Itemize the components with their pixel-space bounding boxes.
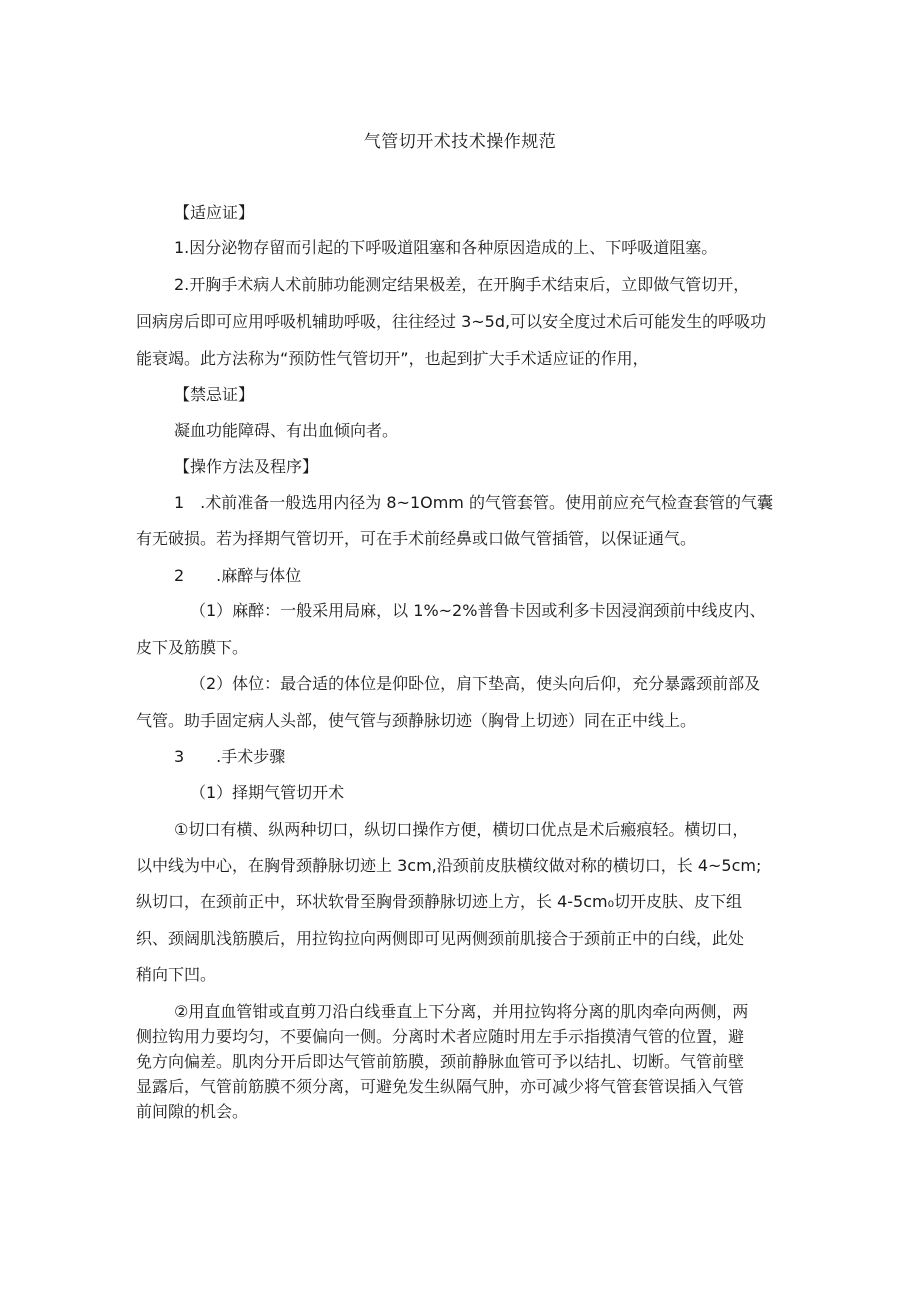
- paragraph-line: 1.因分泌物存留而引起的下呼吸道阻塞和各种原因造成的上、下呼吸道阻塞。: [174, 238, 718, 257]
- paragraph-line: 侧拉钩用力要均匀，不要偏向一侧。分离时术者应随时用左手示指摸清气管的位置，避: [136, 1027, 745, 1046]
- paragraph-line: 前间隙的机会。: [136, 1102, 249, 1121]
- paragraph-line: 以中线为中心，在胸骨颈静脉切迹上 3cm,沿颈前皮肤横纹做对称的横切口，长 4~5cm;: [136, 856, 762, 875]
- document-title: 气管切开术技术操作规范: [363, 132, 557, 152]
- heading-procedure: 【操作方法及程序】: [174, 457, 319, 476]
- paragraph-line: 1 .术前准备一般选用内径为 8~1Omm 的气管套管。使用前应充气检查套管的气囊: [174, 493, 773, 512]
- subheading-line: （1）择期气管切开术: [190, 783, 345, 802]
- paragraph-line: 纵切口，在颈前正中，环状软骨至胸骨颈静脉切迹上方，长 4-5cm₀切开皮肤、皮下组: [136, 892, 743, 911]
- paragraph-line: ②用直血管钳或直剪刀沿白线垂直上下分离，并用拉钩将分离的肌肉牵向两侧，两: [174, 1002, 749, 1021]
- paragraph-line: （1）麻醉：一般采用局麻，以 1%~2%普鲁卡因或利多卡因浸润颈前中线皮内、: [190, 601, 766, 620]
- paragraph-line: （2）体位：最合适的体位是仰卧位，肩下垫高，使头向后仰，充分暴露颈前部及: [190, 674, 761, 693]
- paragraph-line: 有无破损。若为择期气管切开，可在手术前经鼻或口做气管插管，以保证通气。: [136, 529, 697, 548]
- paragraph-line: 凝血功能障碍、有出血倾向者。: [174, 421, 399, 440]
- paragraph-line: 稍向下凹。: [136, 965, 217, 984]
- paragraph-line: 回病房后即可应用呼吸机辅助呼吸，往往经过 3~5d,可以安全度过术后可能发生的呼吸功: [136, 312, 767, 331]
- paragraph-line: 2.开胸手术病人术前肺功能测定结果极差，在开胸手术结束后，立即做气管切开，: [174, 275, 750, 294]
- paragraph-line: 皮下及筋膜下。: [136, 638, 249, 657]
- paragraph-line: 免方向偏差。肌肉分开后即达气管前筋膜，颈前静脉血管可予以结扎、切断。气管前壁: [136, 1052, 745, 1071]
- paragraph-line: ①切口有横、纵两种切口，纵切口操作方便，横切口优点是术后瘢痕轻。横切口，: [174, 820, 749, 839]
- paragraph-line: 织、颈阔肌浅筋膜后，用拉钩拉向两侧即可见两侧颈前肌接合于颈前正中的白线，此处: [136, 929, 745, 948]
- heading-indications: 【适应证】: [174, 203, 255, 222]
- paragraph-line: 气管。助手固定病人头部，使气管与颈静脉切迹（胸骨上切迹）同在正中线上。: [136, 711, 697, 730]
- paragraph-line: 显露后，气管前筋膜不须分离，可避免发生纵隔气肿，亦可减少将气管套管误插入气管: [136, 1077, 745, 1096]
- subheading-line: 3 .手术步骤: [174, 747, 286, 766]
- subheading-line: 2 .麻醉与体位: [174, 566, 302, 585]
- paragraph-line: 能衰竭。此方法称为“预防性气管切开”，也起到扩大手术适应证的作用，: [136, 349, 649, 368]
- heading-contraindications: 【禁忌证】: [174, 385, 255, 404]
